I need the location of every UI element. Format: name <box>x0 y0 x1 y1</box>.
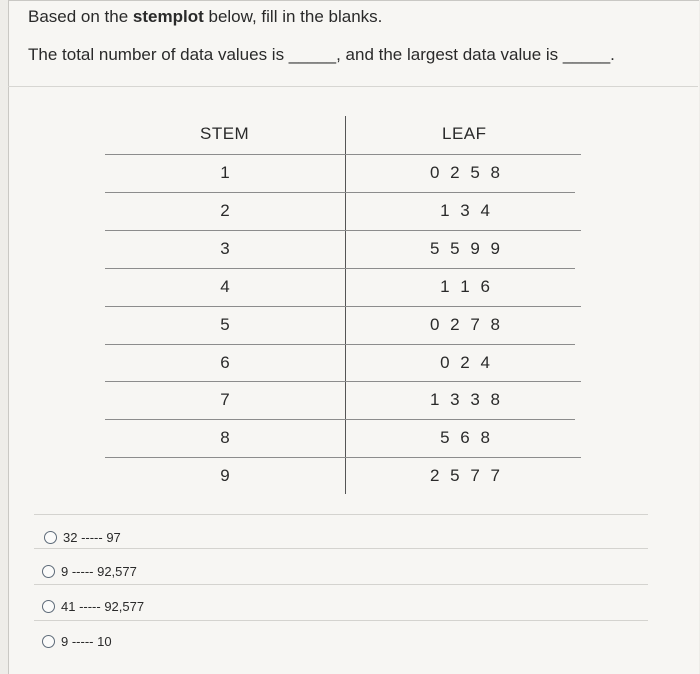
table-row-divider <box>105 154 581 155</box>
table-row-divider <box>105 381 581 382</box>
leaf-values: 5 6 8 <box>440 428 490 448</box>
answer-option-label: 32 ----- 97 <box>63 529 121 545</box>
leaf-values: 2 5 7 7 <box>430 466 500 486</box>
stem-value: 1 <box>220 163 230 182</box>
option-separator <box>34 584 648 585</box>
table-row-divider <box>105 306 581 307</box>
radio-button-icon[interactable] <box>42 600 55 613</box>
table-row-divider <box>105 457 581 458</box>
leaf-values: 1 3 4 <box>440 200 490 220</box>
stem-value: 5 <box>220 314 230 334</box>
radio-button-icon[interactable] <box>42 635 55 648</box>
stem-value: 9 <box>220 466 230 486</box>
question-title: Based on the stemplot below, fill in the blanks. <box>28 7 383 26</box>
answer-option-label: 9 ----- 10 <box>61 633 112 649</box>
answer-option-label: 41 ----- 92,577 <box>61 598 145 614</box>
table-row-divider <box>105 344 575 345</box>
divider <box>8 86 698 87</box>
leaf-values: 1 3 3 8 <box>430 390 500 410</box>
stem-value: 3 <box>220 238 230 258</box>
leaf-values: 0 2 5 8 <box>430 163 500 182</box>
radio-button-icon[interactable] <box>42 565 55 578</box>
question-sentence: The total number of data values is _____, and the largest data value is _____. <box>28 45 615 64</box>
option-separator <box>34 620 648 621</box>
table-row-divider <box>105 419 575 420</box>
table-row-divider <box>105 192 575 193</box>
table-row-divider <box>105 230 581 231</box>
stem-value: 7 <box>220 390 230 410</box>
answer-option[interactable] <box>42 631 112 651</box>
radio-button-icon[interactable] <box>44 531 57 544</box>
stemplot-bold-word: stemplot <box>132 7 204 26</box>
stem-value: 2 <box>220 200 230 220</box>
leaf-header: LEAF <box>442 124 487 143</box>
option-separator <box>34 548 648 549</box>
answer-option-label: 9 ----- 92,577 <box>61 563 137 579</box>
stem-value: 6 <box>220 352 230 372</box>
leaf-values: 5 5 9 9 <box>430 238 500 258</box>
answer-option[interactable] <box>42 561 137 581</box>
leaf-values: 0 2 4 <box>440 352 490 372</box>
leaf-values: 1 1 6 <box>440 276 490 296</box>
leaf-values: 0 2 7 8 <box>430 314 500 334</box>
stemplot-table <box>105 116 583 496</box>
answer-option[interactable] <box>44 527 121 547</box>
stem-header: STEM <box>200 124 250 143</box>
stem-value: 4 <box>220 276 230 296</box>
option-separator <box>34 514 648 515</box>
table-row-divider <box>105 268 575 269</box>
stem-value: 8 <box>220 428 230 448</box>
answer-option[interactable] <box>42 596 144 616</box>
